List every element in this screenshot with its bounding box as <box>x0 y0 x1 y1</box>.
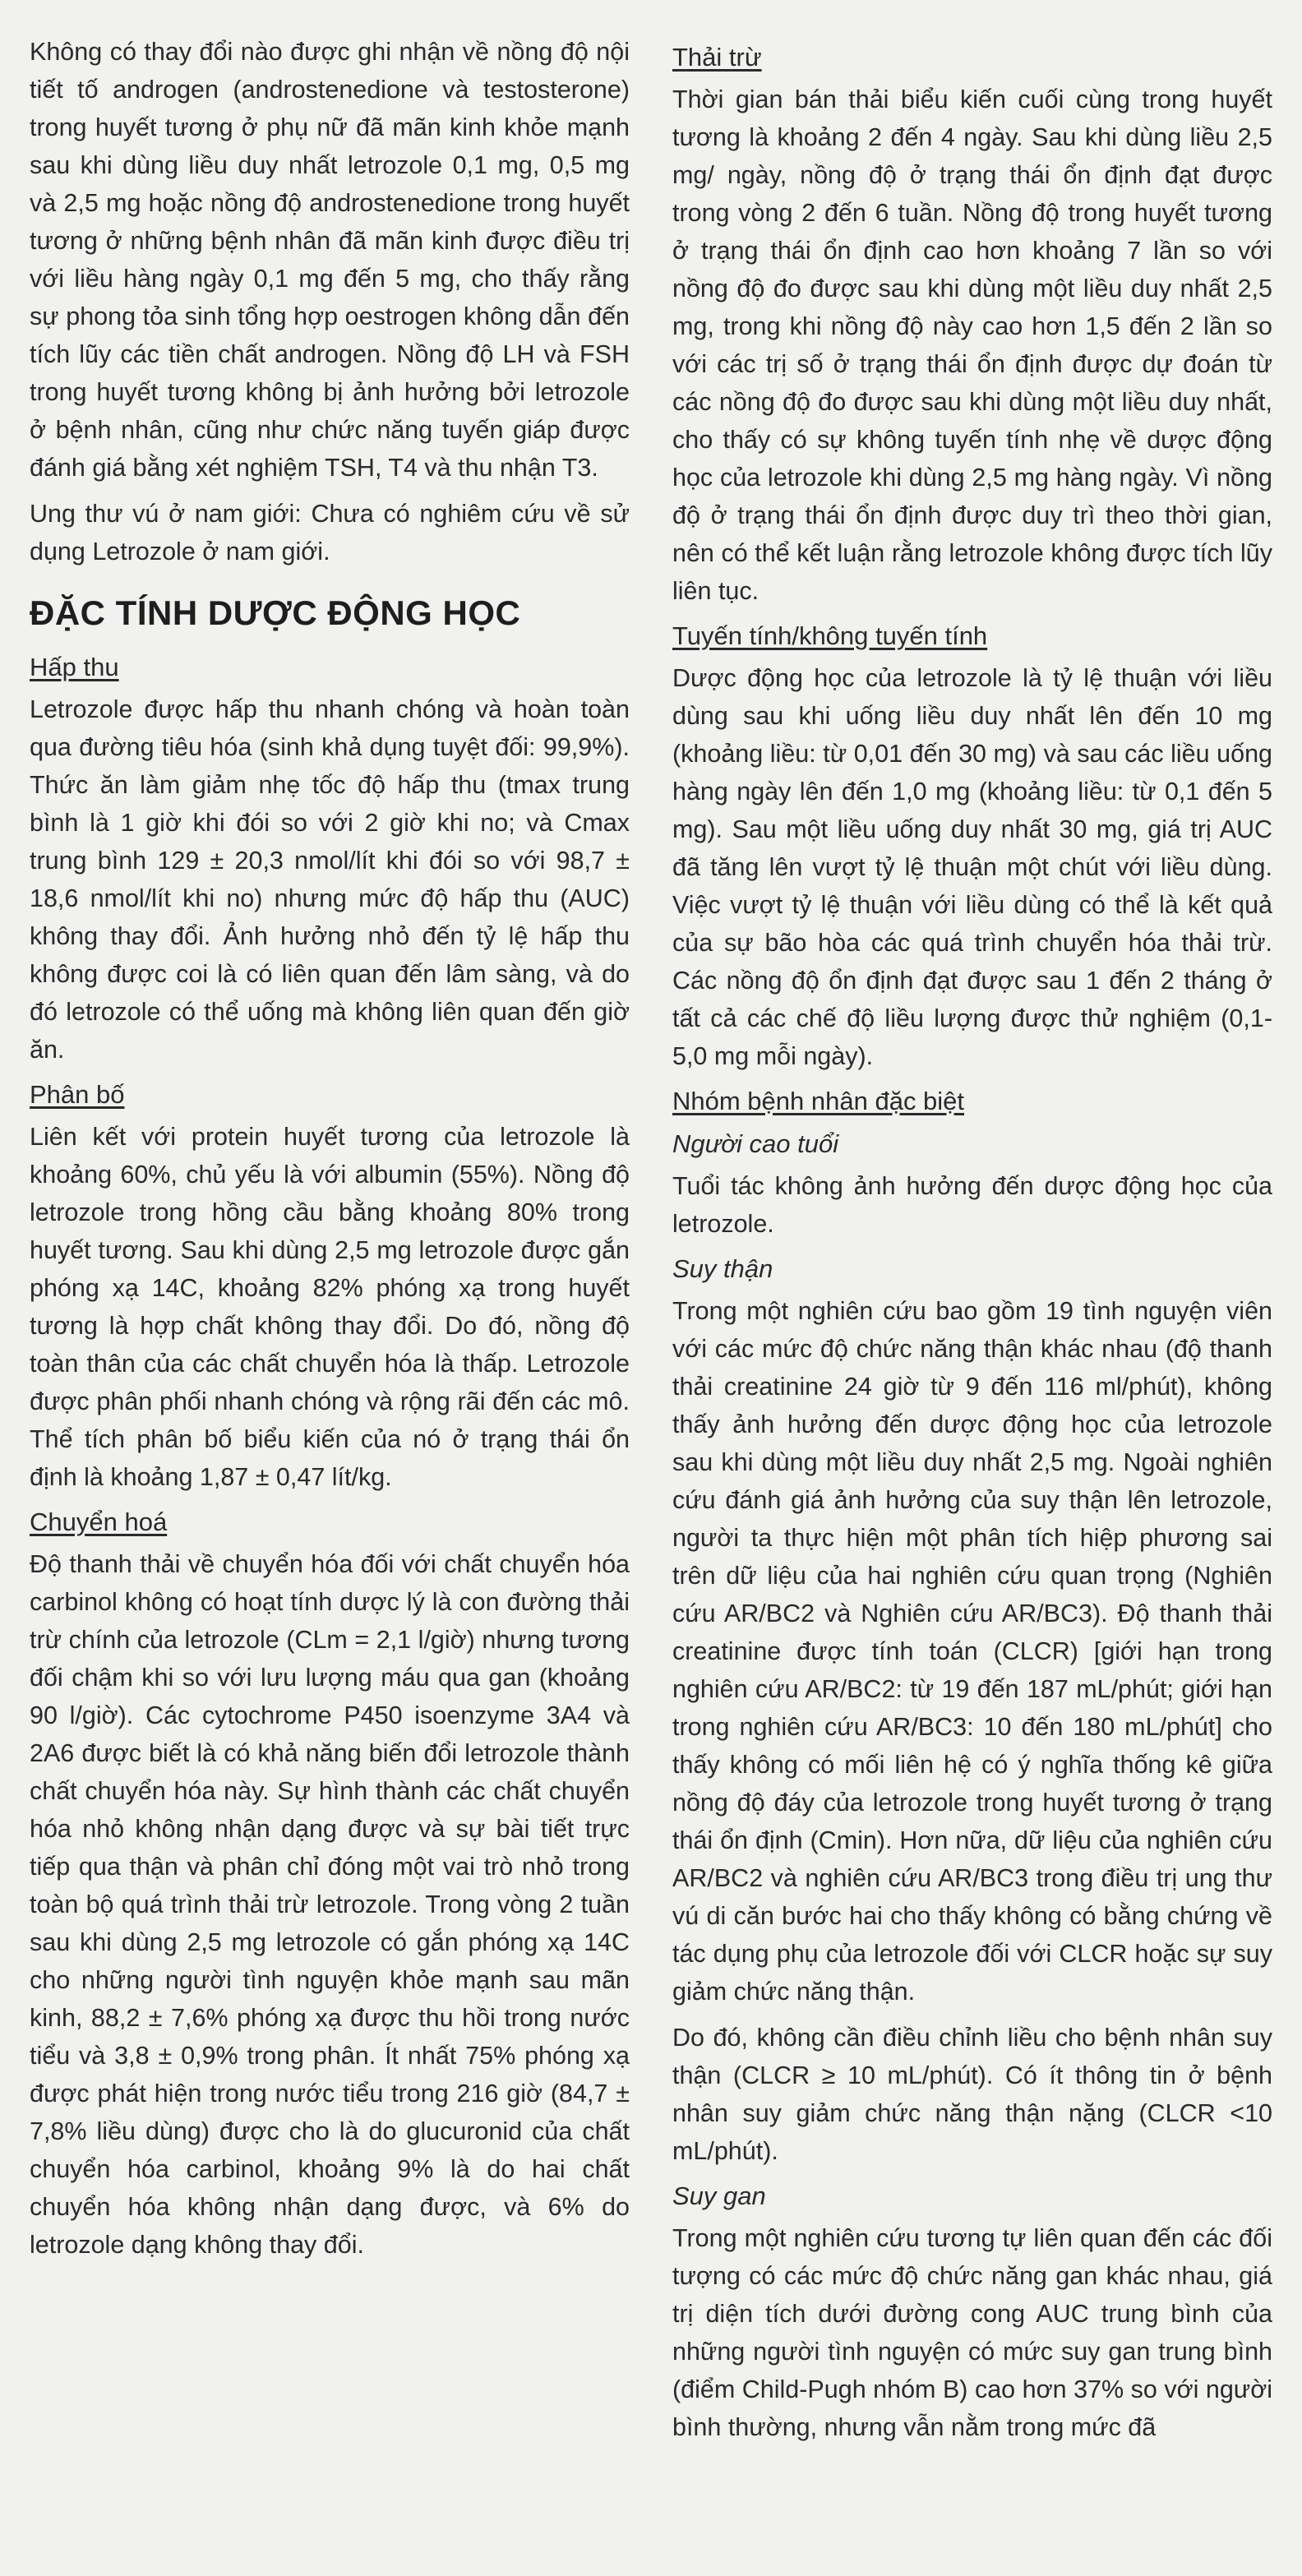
distribution-paragraph: Liên kết với protein huyết tương của letrozole là khoảng 60%, chủ yếu là với albumin (55%). Nồng độ letrozole trong hồng cầu bằng khoảng 80% trong huyết tương. Sau khi dùng 2,5 mg letrozole được gắn phóng xạ 14C, khoảng 82% phóng xạ trong huyết tương là hợp chất không thay đổi. Do đó, nồng độ toàn thân của các chất chuyển hóa là thấp. Letrozole được phân phối nhanh chóng và rộng rãi đến các mô. Thể tích phân bố biểu kiến của nó ở trạng thái ổn định là khoảng 1,87 ± 0,47 lít/kg. <box>30 1123 630 1491</box>
renal-dose-paragraph: Do đó, không cần điều chỉnh liều cho bệnh nhân suy thận (CLCR ≥ 10 mL/phút). Có ít thông tin ở bệnh nhân suy giảm chức năng thận nặng (CLCR <10 mL/phút). <box>672 2024 1272 2165</box>
hepatic-impairment-paragraph: Trong một nghiên cứu tương tự liên quan đến các đối tượng có các mức độ chức năng gan khác nhau, giá trị diện tích dưới đường cong AUC trung bình của những người tình nguyện có mức suy gan trung bình (điểm Child-Pugh nhóm B) cao hơn 37% so với người bình thường, nhưng vẫn nằm trong mức đã <box>672 2224 1272 2441</box>
elimination-heading: Thải trừ <box>672 43 762 72</box>
linearity-paragraph: Dược động học của letrozole là tỷ lệ thuận với liều dùng sau khi uống liều duy nhất lên đến 10 mg (khoảng liều: từ 0,01 đến 30 mg) và sau các liều uống hàng ngày lên đến 1,0 mg (khoảng liều: từ 0,1 đến 5 mg). Sau một liều uống duy nhất 30 mg, giá trị AUC đã tăng lên vượt tỷ lệ thuận một chút với liều dùng. Việc vượt tỷ lệ thuận với liều dùng có thể là kết quả của sự bão hòa các quá trình chuyển hóa thải trừ. Các nồng độ ổn định đạt được sau 1 đến 2 tháng ở tất cả các chế độ liều lượng được thử nghiệm (0,1-5,0 mg mỗi ngày). <box>672 664 1272 1070</box>
special-populations-heading: Nhóm bệnh nhân đặc biệt <box>672 1087 965 1115</box>
linearity-heading: Tuyến tính/không tuyến tính <box>672 621 988 650</box>
renal-impairment-paragraph: Trong một nghiên cứu bao gồm 19 tình nguyện viên với các mức độ chức năng thận khác nhau (độ thanh thải creatinine 24 giờ từ 9 đến 116 ml/phút), không thấy ảnh hưởng đến dược động học của letrozole sau khi dùng một liều duy nhất 2,5 mg. Ngoài nghiên cứu đánh giá ảnh hưởng của suy thận lên letrozole, người ta thực hiện một phân tích hiệp phương sai trên dữ liệu của hai nghiên cứu quan trọng (Nghiên cứu AR/BC2 và Nghiên cứu AR/BC3). Độ thanh thải creatinine được tính toán (CLCR) [giới hạn trong nghiên cứu AR/BC2: từ 19 đến 187 mL/phút; giới hạn trong nghiên cứu AR/BC3: 10 đến 180 mL/phút] cho thấy không có mối liên hệ có ý nghĩa thống kê giữa nồng độ đáy của letrozole trong huyết tương ở trạng thái ổn định (Cmin). Hơn nữa, dữ liệu của nghiên cứu AR/BC2 và nghiên cứu AR/BC3 trong điều trị ung thư vú di căn bước hai cho thấy không có bằng chứng về tác dụng phụ của letrozole đối với CLCR hoặc sự suy giảm chức năng thận. <box>672 1297 1272 2006</box>
metabolism-heading: Chuyển hoá <box>30 1507 168 1536</box>
renal-impairment-heading: Suy thận <box>672 1254 773 1283</box>
absorption-heading: Hấp thu <box>30 653 119 681</box>
hepatic-impairment-heading: Suy gan <box>672 2181 766 2210</box>
androgen-paragraph: Không có thay đổi nào được ghi nhận về nồng độ nội tiết tố androgen (androstenedione và testosterone) trong huyết tương ở phụ nữ đã mãn kinh khỏe mạnh sau khi dùng liều duy nhất letrozole 0,1 mg, 0,5 mg và 2,5 mg hoặc nồng độ androstenedione trong huyết tương ở những bệnh nhân đã mãn kinh được điều trị với liều hàng ngày 0,1 mg đến 5 mg, cho thấy rằng sự phong tỏa sinh tổng hợp oestrogen không dẫn đến tích lũy các tiền chất androgen. Nồng độ LH và FSH trong huyết tương không bị ảnh hưởng bởi letrozole ở bệnh nhân, cũng như chức năng tuyến giáp được đánh giá bằng xét nghiệm TSH, T4 và thu nhận T3. <box>30 38 630 482</box>
pharmacokinetics-heading: ĐẶC TÍNH DƯỢC ĐỘNG HỌC <box>30 593 521 632</box>
elderly-paragraph: Tuổi tác không ảnh hưởng đến dược động học của letrozole. <box>672 1172 1272 1238</box>
elimination-paragraph: Thời gian bán thải biểu kiến cuối cùng trong huyết tương là khoảng 2 đến 4 ngày. Sau khi dùng liều 2,5 mg/ ngày, nồng độ ở trạng thái ổn định đạt được trong vòng 2 đến 6 tuần. Nồng độ trong huyết tương ở trạng thái ổn định cao hơn khoảng 7 lần so với nồng độ đo được sau khi dùng một liều duy nhất 2,5 mg, trong khi nồng độ này cao hơn 1,5 đến 2 lần so với các trị số ở trạng thái ổn định được dự đoán từ các nồng độ đo được sau khi dùng một liều duy nhất, cho thấy có sự không tuyến tính nhẹ về dược động học của letrozole khi dùng 2,5 mg hàng ngày. Vì nồng độ ở trạng thái ổn định được duy trì theo thời gian, nên có thể kết luận rằng letrozole không được tích lũy liên tục. <box>672 85 1272 605</box>
elderly-heading: Người cao tuổi <box>672 1129 839 1158</box>
distribution-heading: Phân bố <box>30 1080 125 1109</box>
left-column <box>30 33 630 2576</box>
male-breast-cancer-paragraph: Ung thư vú ở nam giới: Chưa có nghiêm cứu về sử dụng Letrozole ở nam giới. <box>30 500 630 566</box>
absorption-paragraph: Letrozole được hấp thu nhanh chóng và hoàn toàn qua đường tiêu hóa (sinh khả dụng tuyệt đối: 99,9%). Thức ăn làm giảm nhẹ tốc độ hấp thu (tmax trung bình là 1 giờ khi đói so với 2 giờ khi no; và Cmax trung bình 129 ± 20,3 nmol/lít khi đói so với 98,7 ± 18,6 nmol/lít khi no) nhưng mức độ hấp thu (AUC) không thay đổi. Ảnh hưởng nhỏ đến tỷ lệ hấp thu không được coi là có liên quan đến lâm sàng, và do đó letrozole có thể uống mà không liên quan đến giờ ăn. <box>30 695 630 1064</box>
metabolism-paragraph: Độ thanh thải về chuyển hóa đối với chất chuyển hóa carbinol không có hoạt tính dược lý là con đường thải trừ chính của letrozole (CLm = 2,1 l/giờ) nhưng tương đối chậm khi so với lưu lượng máu qua gan (khoảng 90 l/giờ). Các cytochrome P450 isoenzyme 3A4 và 2A6 được biết là có khả năng biến đổi letrozole thành chất chuyển hóa này. Sự hình thành các chất chuyển hóa nhỏ không nhận dạng được và sự bài tiết trực tiếp qua thận và phân chỉ đóng một vai trò nhỏ trong toàn bộ quá trình thải trừ letrozole. Trong vòng 2 tuần sau khi dùng 2,5 mg letrozole có gắn phóng xạ 14C cho những người tình nguyện khỏe mạnh sau mãn kinh, 88,2 ± 7,6% phóng xạ được thu hồi trong nước tiểu và 3,8 ± 0,9% trong phân. Ít nhất 75% phóng xạ được phát hiện trong nước tiểu trong 216 giờ (84,7 ± 7,8% liều dùng) được cho là do glucuronid của chất chuyển hóa carbinol, khoảng 9% là do hai chất chuyển hóa không nhận dạng được, và 6% do letrozole dạng không thay đổi. <box>30 1550 630 2259</box>
right-column <box>672 33 1272 2576</box>
